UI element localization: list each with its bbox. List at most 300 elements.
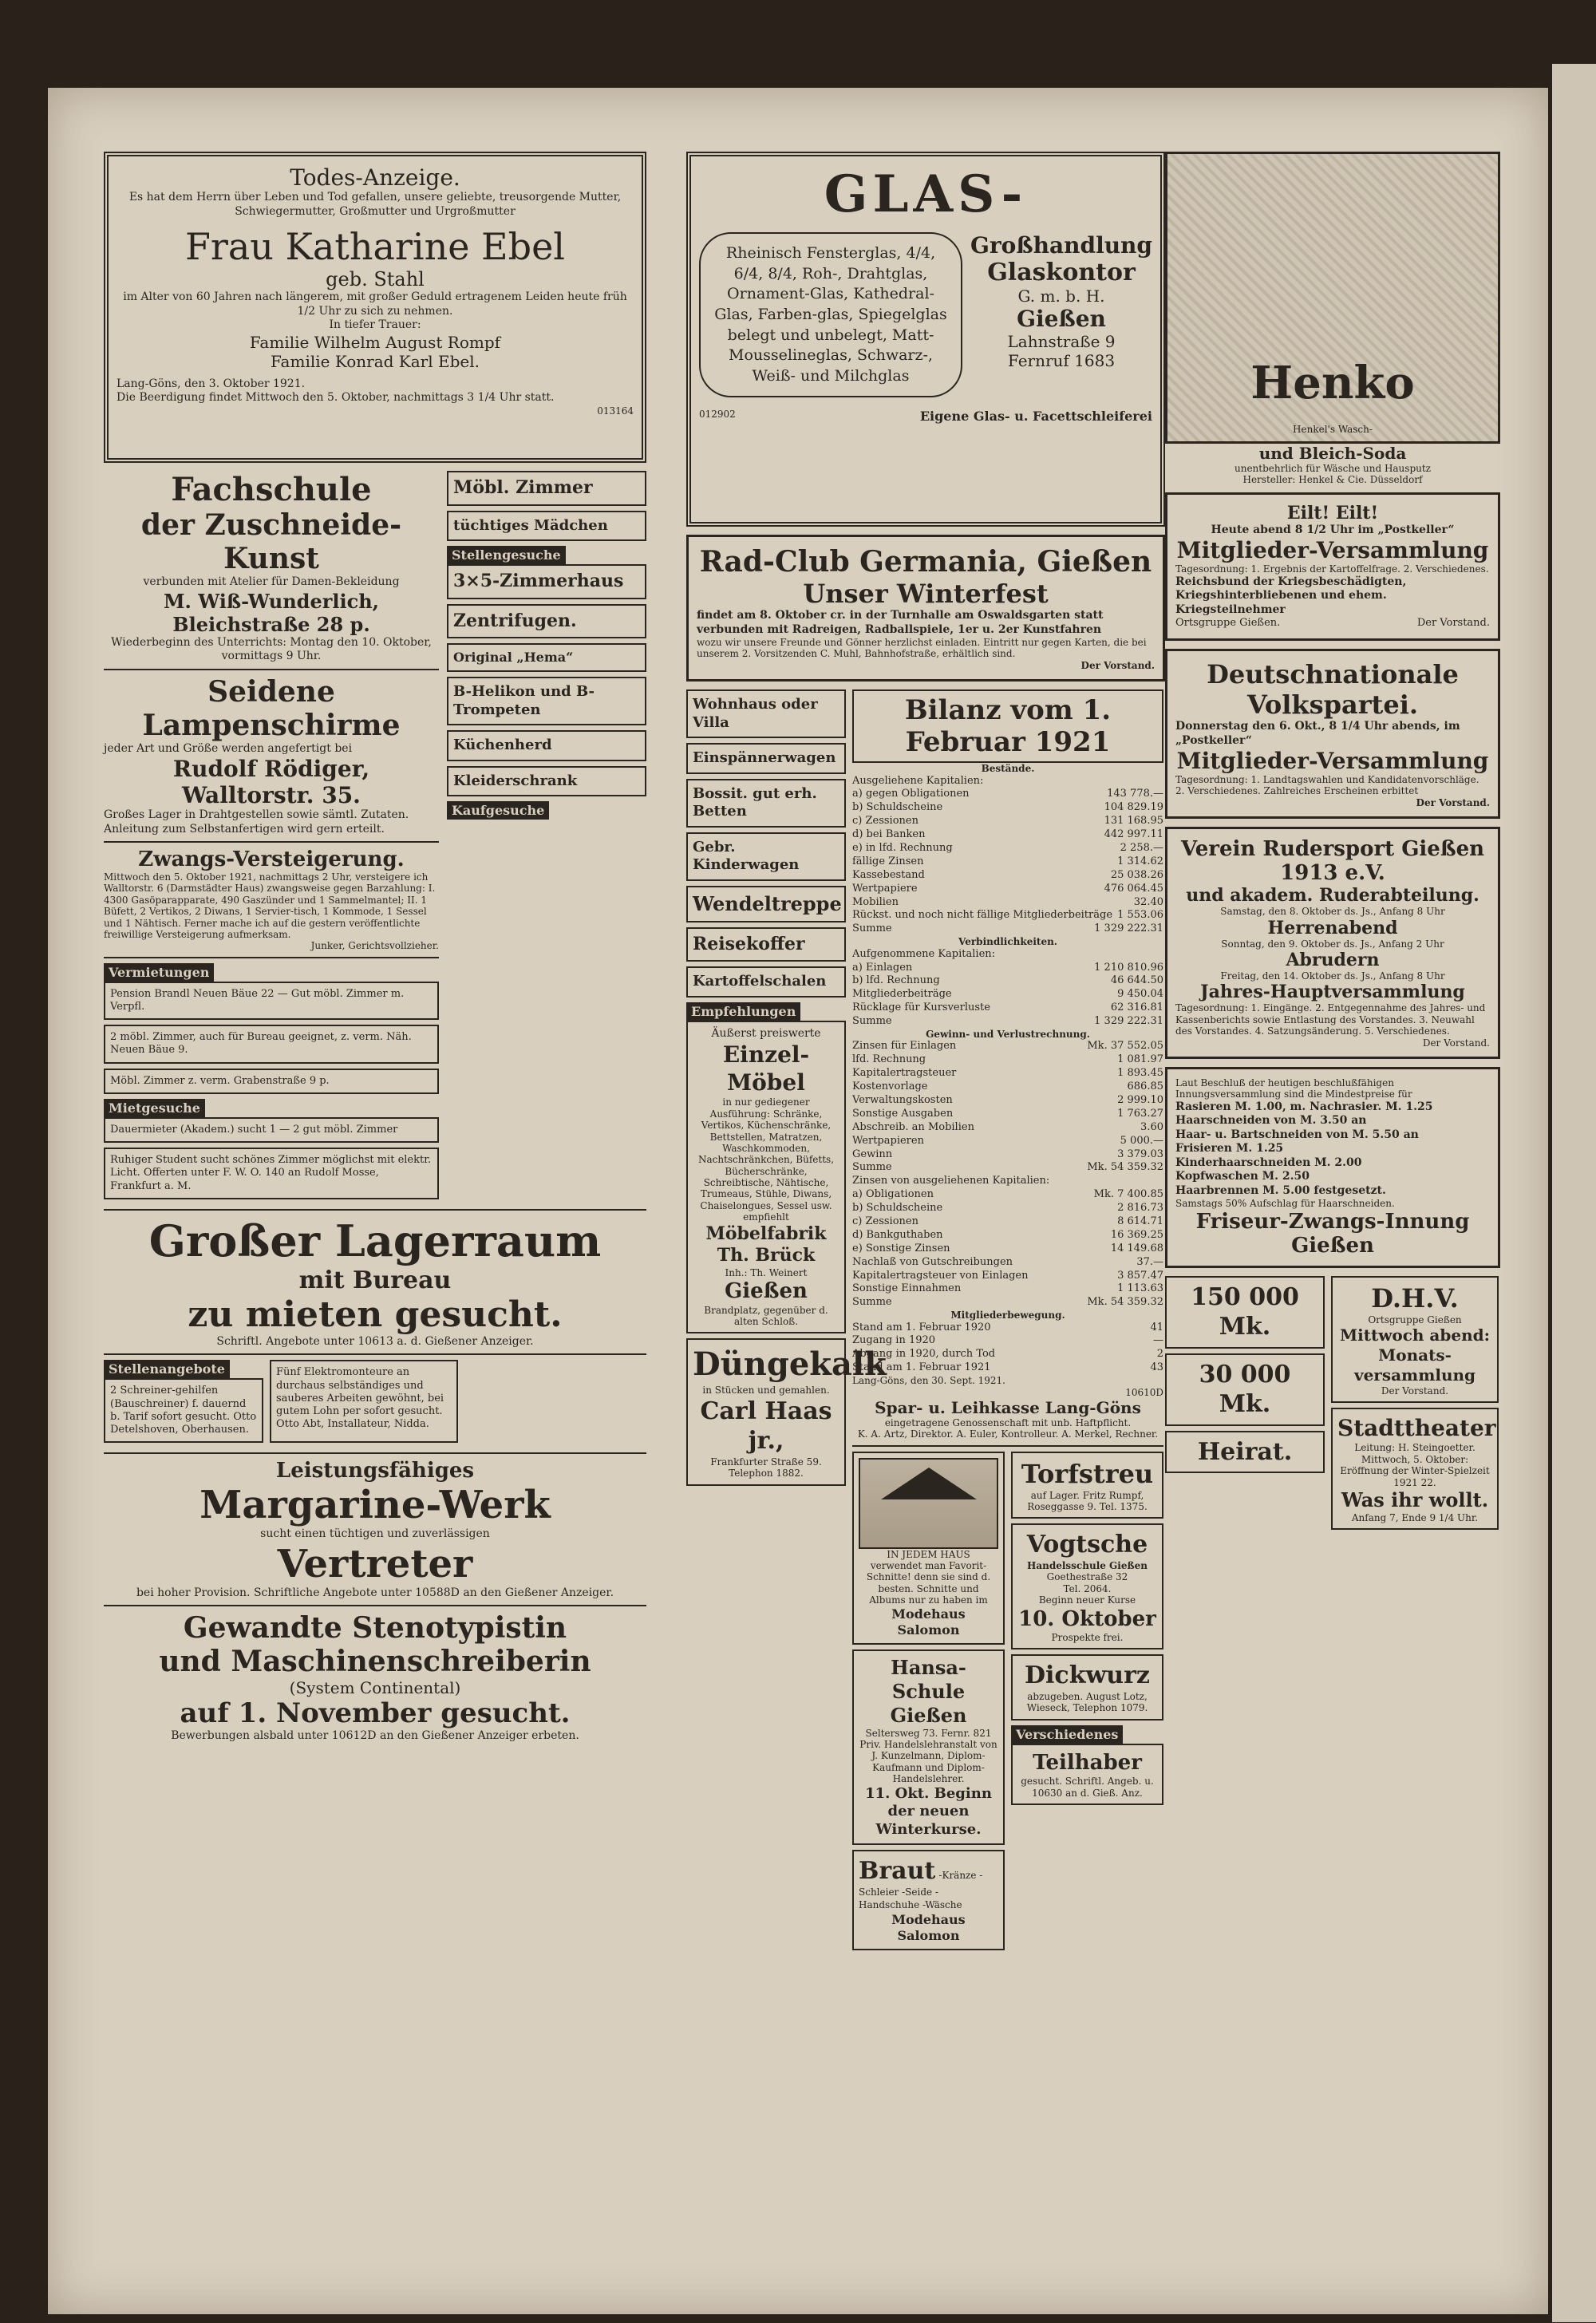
bilanz-row-label: Wertpapieren bbox=[852, 1134, 924, 1147]
bilanz-row bbox=[852, 1175, 1163, 1188]
bilanz-row bbox=[852, 842, 1163, 855]
friseur-title: Friseur-Zwangs-Innung Gießen bbox=[1195, 1209, 1470, 1258]
steno-title-1: Gewandte Stenotypistin bbox=[183, 1611, 567, 1645]
bilanz-row bbox=[852, 909, 1163, 922]
bilanz-row bbox=[852, 1081, 1163, 1094]
bilanz-row-value: 3.60 bbox=[1140, 1120, 1163, 1133]
duengekalk-text: in Stücken und gemahlen. bbox=[702, 1385, 830, 1397]
glas-right-6: Fernruf 1683 bbox=[1007, 351, 1116, 370]
steno-text: Bewerbungen alsbald unter 10612D an den Gießener Anzeiger erbeten. bbox=[171, 1729, 579, 1743]
bilanz-row-label: Kostenvorlage bbox=[852, 1081, 928, 1093]
ad-grabenstrasse: Möbl. Zimmer z. verm. Grabenstraße 9 p. bbox=[104, 1069, 439, 1094]
bilanz-row-label: Zugang in 1920 bbox=[852, 1334, 936, 1347]
margarine-title-1: Leistungsfähiges bbox=[275, 1459, 475, 1483]
lagerraum-title: Großer Lagerraum bbox=[148, 1215, 602, 1266]
section-mietgesuche: Mietgesuche bbox=[104, 1099, 205, 1117]
lagerraum-sub: mit Bureau bbox=[298, 1266, 452, 1294]
favorit-ad bbox=[852, 1452, 1005, 1645]
theater-play: Was ihr wollt. bbox=[1341, 1487, 1489, 1511]
favorit-store: Modehaus Salomon bbox=[891, 1606, 966, 1638]
section-vermietungen: Vermietungen bbox=[104, 963, 214, 982]
bilanz-row bbox=[852, 988, 1163, 1001]
margarine-vertreter: Vertreter bbox=[277, 1541, 473, 1586]
vogt-title: Vogtsche bbox=[1026, 1531, 1148, 1559]
moebel-intro: Äußerst preiswerte bbox=[711, 1026, 821, 1040]
ad-dauermieter: Dauermieter (Akadem.) sucht 1 — 2 gut möbl. Zimmer bbox=[104, 1117, 439, 1143]
bilanz-row-label: a) Einlagen bbox=[852, 961, 913, 974]
bilanz-row bbox=[852, 1148, 1163, 1162]
bilanz-row bbox=[852, 828, 1163, 842]
bilanz-row-value: Mk. 7 400.85 bbox=[1093, 1188, 1163, 1201]
bilanz-bestaende: Bestände. bbox=[981, 763, 1035, 775]
vogt-text: Beginn neuer Kurse bbox=[1038, 1594, 1136, 1606]
fachschule-title-2: der Zuschneide-Kunst bbox=[140, 508, 402, 575]
moebel-owner: Inh.: Th. Weinert bbox=[725, 1266, 808, 1278]
moebel-title: Einzel-Möbel bbox=[722, 1041, 810, 1096]
bilanz-row-value: 62 316.81 bbox=[1110, 1001, 1163, 1014]
eilt-ad bbox=[1165, 492, 1500, 641]
bilanz-row-label: c) Zessionen bbox=[852, 1215, 918, 1227]
glas-right-5: Lahnstraße 9 bbox=[1007, 332, 1116, 351]
bilanz-table-expenses bbox=[852, 1040, 1163, 1175]
bilanz-row bbox=[852, 1322, 1163, 1335]
dnvp-title-2: Mitglieder-Versammlung bbox=[1176, 748, 1489, 775]
ruder-line-1: Samstag, den 8. Oktober ds. Js., Anfang 8 Uhr bbox=[1220, 906, 1445, 918]
bilanz-row-label: b) Schuldscheine bbox=[852, 801, 943, 814]
lampenschirme-extra: Großes Lager in Drahtgestellen sowie sämtl. Zutaten. Anleitung zum Selbstanfertigen wird gern erteilt. bbox=[104, 808, 409, 836]
radclub-sign: Der Vorstand. bbox=[1080, 659, 1155, 671]
margarine-text-2: bei hoher Provision. Schriftliche Angebote unter 10588D an den Gießener Anzeiger. bbox=[136, 1586, 614, 1599]
radclub-title: Rad-Club Germania, Gießen bbox=[699, 545, 1152, 579]
favorit-text: verwendet man Favorit-Schnitte! denn sie sind d. besten. Schnitte und Albums nur zu haben im bbox=[866, 1560, 991, 1606]
ad-150000: 150 000 Mk. bbox=[1165, 1276, 1325, 1349]
bilanz-row-label: e) Sonstige Zinsen bbox=[852, 1242, 950, 1254]
hansa-address: Seltersweg 73. Fernr. 821 bbox=[865, 1727, 992, 1739]
death-notice-mourn-label: In tiefer Trauer: bbox=[329, 318, 421, 331]
lampenschirme-name: Rudolf Rödiger, Walltorstr. 35. bbox=[172, 756, 370, 808]
section-verschiedenes: Verschiedenes bbox=[1011, 1725, 1123, 1744]
duengekalk-title: Düngekalk bbox=[693, 1345, 887, 1384]
bilanz-row-value: 1 893.45 bbox=[1117, 1067, 1163, 1080]
section-empfehlungen: Empfehlungen bbox=[686, 1002, 800, 1021]
bilanz-row bbox=[852, 948, 1163, 962]
steno-title-2: und Maschinenschreiberin bbox=[159, 1645, 591, 1679]
moebel-address: Brandplatz, gegenüber d. alten Schloß. bbox=[704, 1304, 828, 1327]
teilhaber-title: Teilhaber bbox=[1033, 1750, 1142, 1775]
ad-kartoffelschalen: Kartoffelschalen bbox=[686, 966, 846, 998]
vogt-tel: Tel. 2064. bbox=[1063, 1582, 1112, 1594]
bilanz-row-value: 2 bbox=[1156, 1348, 1163, 1361]
ruder-line-5: Freitag, den 14. Oktober ds. Js., Anfang 8 Uhr bbox=[1220, 970, 1445, 982]
bilanz-row-value: 143 778.— bbox=[1107, 788, 1163, 800]
ad-wohnhaus: Wohnhaus oder Villa bbox=[686, 689, 846, 738]
bilanz-row bbox=[852, 1015, 1163, 1029]
dhv-sign: Der Vorstand. bbox=[1381, 1385, 1449, 1397]
glas-right-4: Gießen bbox=[1017, 306, 1106, 332]
bilanz-row-value: 476 064.45 bbox=[1104, 882, 1163, 895]
glas-products: Rheinisch Fensterglas, 4/4, 6/4, 8/4, Roh-, Drahtglas, Ornament-Glas, Kathedral-Glas, Farben-glas, Spiegelglas belegt und unbelegt, Matt-Mousselineglas, Schwarz-, Weiß- und Milchglas bbox=[699, 232, 962, 397]
bilanz-row-label: Summe bbox=[852, 1161, 892, 1174]
ruder-line-2: Herrenabend bbox=[1267, 917, 1398, 938]
bilanz-row bbox=[852, 1229, 1163, 1242]
death-notice-place: Lang-Göns, den 3. Oktober 1921. bbox=[117, 377, 306, 390]
moebel-firm: Möbelfabrik Th. Brück bbox=[705, 1223, 827, 1266]
glas-code: 012902 bbox=[699, 409, 736, 421]
ad-hema: Original „Hema“ bbox=[447, 643, 646, 672]
glas-ad bbox=[686, 152, 1165, 527]
henko-ad bbox=[1165, 152, 1500, 444]
bilanz-row-label: Kapitalertragsteuer von Einlagen bbox=[852, 1269, 1029, 1282]
vogt-ad bbox=[1011, 1523, 1163, 1649]
ad-student: Ruhiger Student sucht schönes Zimmer möglichst mit elektr. Licht. Offerten unter F. W. O. 140 an Rudolf Mosse, Frankfurt a. M. bbox=[104, 1148, 439, 1199]
bilanz-row bbox=[852, 1361, 1163, 1375]
death-notice-text: im Alter von 60 Jahren nach längerem, mit großer Geduld ertragenem Leiden heute früh 1/2 Uhr zu sich zu nehmen. bbox=[123, 290, 627, 318]
ad-kuechenherd: Küchenherd bbox=[447, 730, 646, 761]
bilanz-row bbox=[852, 801, 1163, 815]
friseur-price-3: Haar- u. Bartschneiden von M. 5.50 an bbox=[1175, 1128, 1419, 1141]
ad-elektromonteure: Fünf Elektromonteure an durchaus selbständiges und sauberes Arbeiten gewöhnt, bei gutem Lohn per sofort gesucht. Otto Abt, Installateur, Nidda. bbox=[270, 1360, 458, 1443]
bilanz-row-value: 14 149.68 bbox=[1110, 1242, 1163, 1254]
section-stellenangebote: Stellenangebote bbox=[104, 1360, 230, 1378]
bilanz-mitglieder: Mitgliederbewegung. bbox=[950, 1310, 1065, 1322]
hansa-date: 11. Okt. Beginn der neuen Winterkurse. bbox=[865, 1784, 992, 1838]
section-kaufgesuche: Kaufgesuche bbox=[447, 801, 549, 820]
bilanz-row-label: Rücklage für Kursverluste bbox=[852, 1001, 990, 1014]
bilanz-row-value: 2 999.10 bbox=[1117, 1093, 1163, 1106]
bilanz-row-label: Wertpapiere bbox=[852, 882, 918, 895]
house-illustration bbox=[859, 1458, 998, 1549]
bilanz-row-label: lfd. Rechnung bbox=[852, 1053, 926, 1066]
ad-reisekoffer: Reisekoffer bbox=[686, 927, 846, 962]
ad-schreiner: 2 Schreiner-gehilfen (Bauschreiner) f. dauernd b. Tarif sofort gesucht. Otto Detelshoven, Oberhausen. bbox=[104, 1378, 263, 1443]
bilanz-row-label: a) Obligationen bbox=[852, 1188, 934, 1201]
ad-einspaenner: Einspännerwagen bbox=[686, 743, 846, 774]
ad-kinderwagen: Gebr. Kinderwagen bbox=[686, 832, 846, 881]
ruder-sign: Der Vorstand. bbox=[1422, 1037, 1490, 1049]
lagerraum-line: zu mieten gesucht. bbox=[188, 1294, 563, 1335]
bilanz-row bbox=[852, 974, 1163, 988]
braut-title: Braut bbox=[859, 1857, 936, 1886]
bilanz-row-value: Mk. 37 552.05 bbox=[1087, 1040, 1163, 1053]
bilanz-row-label: Rückst. und noch nicht fällige Mitgliederbeiträge bbox=[852, 909, 1113, 922]
ad-maedchen: tüchtiges Mädchen bbox=[447, 511, 646, 542]
braut-items: -Kränze -Schleier -Seide -Handschuhe -Wäsche bbox=[859, 1870, 983, 1910]
eilt-text: Heute abend 8 1/2 Uhr im „Postkeller“ bbox=[1211, 523, 1455, 536]
bilanz-row-value: Mk. 54 359.32 bbox=[1087, 1296, 1163, 1309]
bilanz-row-label: Sonstige Einnahmen bbox=[852, 1282, 962, 1295]
torfstreu-title: Torfstreu bbox=[1021, 1458, 1154, 1489]
steno-sub: (System Continental) bbox=[289, 1678, 461, 1698]
ruder-line-3: Sonntag, den 9. Oktober ds. Js., Anfang 2 Uhr bbox=[1221, 938, 1444, 950]
bilanz-row-label: d) bei Banken bbox=[852, 828, 926, 841]
bilanz-row-value: 104 829.19 bbox=[1104, 801, 1163, 814]
friseur-price-5: Kinderhaarschneiden M. 2.00 bbox=[1175, 1156, 1362, 1169]
death-notice-code: 013164 bbox=[597, 405, 634, 417]
bilanz-table-income bbox=[852, 1175, 1163, 1310]
bilanz-row-value: 25 038.26 bbox=[1110, 868, 1163, 881]
friseur-price-2: Haarschneiden von M. 3.50 an bbox=[1175, 1114, 1367, 1128]
ruder-line-6: Jahres-Hauptversammlung bbox=[1200, 982, 1465, 1003]
duengekalk-ad bbox=[686, 1338, 887, 1485]
death-notice-name: Frau Katharine Ebel bbox=[184, 225, 566, 268]
teilhaber-text: gesucht. Schriftl. Angeb. u. 10630 an d. Gieß. Anz. bbox=[1021, 1776, 1154, 1799]
bilanz-row bbox=[852, 883, 1163, 896]
dnvp-sign: Der Vorstand. bbox=[1416, 796, 1490, 808]
friseur-note: Samstags 50% Aufschlag für Haarschneiden. bbox=[1175, 1198, 1395, 1210]
bilanz-row-label: Mobilien bbox=[852, 895, 899, 908]
ad-kleiderschrank: Kleiderschrank bbox=[447, 766, 646, 797]
dickwurz-title: Dickwurz bbox=[1025, 1661, 1150, 1690]
torfstreu-text: auf Lager. Fritz Rumpf, Roseggasse 9. Tel. 1375. bbox=[1027, 1489, 1148, 1513]
bilanz-row bbox=[852, 1242, 1163, 1256]
bilanz-row-label: e) in lfd. Rechnung bbox=[852, 842, 953, 855]
ad-bossit: Bossit. gut erh. Betten bbox=[686, 779, 846, 828]
radclub-sub: Unser Winterfest bbox=[803, 579, 1049, 609]
teilhaber-ad bbox=[1011, 1744, 1163, 1805]
bilanz-row-label: a) gegen Obligationen bbox=[852, 788, 970, 800]
death-notice-title: Todes-Anzeige. bbox=[290, 164, 460, 191]
bilanz-row bbox=[852, 1256, 1163, 1270]
bilanz-row-label: Summe bbox=[852, 1015, 892, 1028]
bilanz-row-value: Mk. 54 359.32 bbox=[1087, 1161, 1163, 1174]
bilanz-row-value: 442 997.11 bbox=[1104, 828, 1163, 841]
bilanz-row bbox=[852, 1108, 1163, 1121]
ad-zimmerhaus: 3×5-Zimmerhaus bbox=[447, 564, 646, 599]
bilanz-row-label: c) Zessionen bbox=[852, 815, 918, 828]
lampenschirme-text: jeder Art und Größe werden angefertigt bei bbox=[104, 741, 353, 755]
henko-sub-2: und Bleich-Soda bbox=[1258, 444, 1407, 463]
dnvp-date: Donnerstag den 6. Okt., 8 1/4 Uhr abends, im „Postkeller“ bbox=[1175, 720, 1460, 747]
fachschule-title: Fachschule bbox=[171, 471, 372, 508]
bilanz-code: 10610D bbox=[1125, 1386, 1163, 1398]
bilanz-row bbox=[852, 1053, 1163, 1067]
bilanz-row-value: 1 553.06 bbox=[1117, 909, 1163, 922]
bilanz-row-label: Stand am 1. Februar 1920 bbox=[852, 1321, 991, 1333]
fachschule-sub: verbunden mit Atelier für Damen-Bekleidung bbox=[143, 575, 400, 588]
bilanz-row bbox=[852, 1161, 1163, 1175]
eilt-tages: Tagesordnung: 1. Ergebnis der Kartoffelfrage. 2. Verschiedenes. bbox=[1175, 563, 1489, 575]
dhv-text: Mittwoch abend: Monats-versammlung bbox=[1339, 1325, 1491, 1385]
ad-wendeltreppe: Wendeltreppe bbox=[686, 886, 846, 922]
bilanz-row-value: 43 bbox=[1150, 1361, 1163, 1374]
bilanz-row-value: 16 369.25 bbox=[1110, 1228, 1163, 1241]
bilanz-row-value: 686.85 bbox=[1127, 1081, 1163, 1093]
bilanz-row bbox=[852, 1296, 1163, 1310]
bilanz-table-assets bbox=[852, 775, 1163, 937]
adjacent-page-edge bbox=[1552, 64, 1596, 2322]
dnvp-tages: Tagesordnung: 1. Landtagswahlen und Kandidatenvorschläge. 2. Verschiedenes. Zahlreiches Erscheinen erbittet bbox=[1175, 774, 1479, 797]
bilanz-row-value: 5 000.— bbox=[1120, 1134, 1163, 1147]
dickwurz-text: abzugeben. August Lotz, Wieseck, Telephon 1079. bbox=[1026, 1690, 1148, 1714]
bilanz-names: K. A. Artz, Direktor. A. Euler, Kontrolleur. A. Merkel, Rechner. bbox=[857, 1428, 1159, 1440]
theater-ad bbox=[1331, 1408, 1499, 1530]
glas-title: GLAS- bbox=[824, 164, 1028, 224]
ruder-sub: und akadem. Ruderabteilung. bbox=[1186, 885, 1479, 907]
friseur-price-7: Haarbrennen M. 5.00 festgesetzt. bbox=[1175, 1183, 1386, 1197]
bilanz-row-value: 3 857.47 bbox=[1117, 1269, 1163, 1282]
bilanz-row bbox=[852, 1067, 1163, 1081]
eilt-head: Eilt! Eilt! bbox=[1286, 502, 1379, 523]
bilanz-row bbox=[852, 855, 1163, 869]
radclub-text: findet am 8. Oktober cr. in der Turnhalle am Oswaldsgarten statt verbunden mit Radreigen, Radballspiele, 1er u. 2er Kunstfahren bbox=[697, 609, 1104, 636]
bilanz-row-label: Zinsen für Einlagen bbox=[852, 1040, 957, 1053]
eilt-title: Mitglieder-Versammlung bbox=[1176, 537, 1489, 564]
favorit-banner: IN JEDEM HAUS bbox=[887, 1548, 970, 1560]
dnvp-ad bbox=[1165, 649, 1500, 819]
bilanz-title: Bilanz vom 1. Februar 1921 bbox=[852, 689, 1163, 763]
zwangsversteigerung-title: Zwangs-Versteigerung. bbox=[138, 847, 405, 871]
vogt-prospekte: Prospekte frei. bbox=[1051, 1632, 1124, 1644]
bilanz-row-label: Zinsen von ausgeliehenen Kapitalien: bbox=[852, 1175, 1050, 1187]
dhv-sub: Ortsgruppe Gießen bbox=[1368, 1314, 1462, 1325]
bilanz-kasse-sub: eingetragene Genossenschaft mit unb. Haftpflicht. bbox=[884, 1416, 1132, 1428]
fachschule-address: M. Wiß-Wunderlich, Bleichstraße 28 p. bbox=[163, 589, 380, 636]
bilanz-row-label: Kassebestand bbox=[852, 868, 925, 881]
duengekalk-firm: Carl Haas jr., bbox=[700, 1397, 832, 1456]
bilanz-date: Lang-Göns, den 30. Sept. 1921. bbox=[852, 1375, 1005, 1387]
glas-right-1: Großhandlung bbox=[970, 232, 1152, 259]
ruder-line-4: Abrudern bbox=[1286, 950, 1380, 971]
bilanz-row-value: 2 816.73 bbox=[1117, 1202, 1163, 1215]
duengekalk-address: Frankfurter Straße 59. Telephon 1882. bbox=[710, 1456, 822, 1480]
friseur-price-6: Kopfwaschen M. 2.50 bbox=[1175, 1170, 1310, 1183]
dickwurz-ad bbox=[1011, 1654, 1163, 1720]
column-left bbox=[104, 152, 646, 1744]
bilanz-row bbox=[852, 1348, 1163, 1361]
bilanz-row-value: 9 450.04 bbox=[1117, 988, 1163, 1001]
bilanz-row bbox=[852, 775, 1163, 788]
glas-right-2: Glaskontor bbox=[987, 259, 1136, 286]
bilanz-row bbox=[852, 1135, 1163, 1148]
bilanz-row bbox=[852, 1215, 1163, 1229]
death-notice-born: geb. Stahl bbox=[326, 268, 425, 290]
bilanz-row bbox=[852, 1270, 1163, 1283]
bilanz-row bbox=[852, 815, 1163, 828]
bilanz-row-value: 1 081.97 bbox=[1117, 1053, 1163, 1066]
bilanz-row-value: 1 329 222.31 bbox=[1094, 922, 1163, 935]
column-middle bbox=[686, 152, 1165, 1955]
bilanz-verbindlichkeiten: Verbindlichkeiten. bbox=[958, 936, 1057, 948]
bilanz-row-label: b) lfd. Rechnung bbox=[852, 974, 940, 987]
radclub-ad bbox=[686, 535, 1165, 681]
margarine-text: sucht einen tüchtigen und zuverlässigen bbox=[260, 1527, 490, 1541]
hansa-ad bbox=[852, 1649, 1005, 1845]
bilanz-row-value: 32.40 bbox=[1133, 895, 1163, 908]
bilanz-kasse: Spar- u. Leihkasse Lang-Göns bbox=[875, 1397, 1141, 1417]
bilanz-table-liabilities bbox=[852, 948, 1163, 1029]
moebel-text: in nur gediegener Ausführung: Schränke, Vertikos, Küchenschränke, Bettstellen, Matratzen, Waschkommoden, Nachtschränkchen, Büfetts, Bücherschränke, Schreibtische, Nähtische, Trumeaus, Stühle, Diwans, Chaiselongues, Sessel usw. empfiehlt bbox=[697, 1096, 835, 1223]
ad-moebl-zimmer-2: Möbl. Zimmer bbox=[447, 471, 646, 506]
death-notice-burial: Die Beerdigung findet Mittwoch den 5. Oktober, nachmittags 3 1/4 Uhr statt. bbox=[117, 391, 555, 404]
bilanz-row-value: 1 210 810.96 bbox=[1094, 961, 1163, 974]
ad-helikon: B-Helikon und B-Trompeten bbox=[447, 677, 646, 725]
braut-store: Modehaus Salomon bbox=[891, 1912, 966, 1944]
steno-date: auf 1. November gesucht. bbox=[180, 1697, 571, 1730]
bilanz-row bbox=[852, 1188, 1163, 1202]
column-right bbox=[1165, 152, 1500, 1535]
bilanz-row-value: 1 763.27 bbox=[1117, 1107, 1163, 1120]
bilanz-row bbox=[852, 1094, 1163, 1108]
bilanz-row-label: Stand am 1. Februar 1921 bbox=[852, 1361, 991, 1374]
henko-sub-1: Henkel's Wasch- bbox=[1293, 423, 1373, 435]
dhv-title: D.H.V. bbox=[1371, 1282, 1459, 1314]
dhv-ad bbox=[1331, 1276, 1499, 1404]
eilt-og: Ortsgruppe Gießen. bbox=[1175, 617, 1281, 630]
lampenschirme-title: Seidene Lampenschirme bbox=[142, 674, 401, 742]
bilanz-row-value: 3 379.03 bbox=[1117, 1148, 1163, 1160]
bilanz-row bbox=[852, 922, 1163, 936]
bilanz-row-label: Kapitalertragsteuer bbox=[852, 1067, 957, 1080]
radclub-text-2: wozu wir unsere Freunde und Gönner herzlichst einladen. Eintritt nur gegen Karten, die bei unserem 2. Vorsitzenden C. Muhl, Bahnhofstraße, erhältlich sind. bbox=[697, 637, 1147, 660]
bilanz-row bbox=[852, 869, 1163, 883]
eilt-sign: Der Vorstand. bbox=[1416, 617, 1490, 630]
braut-ad bbox=[852, 1850, 1005, 1950]
henko-sub-3: unentbehrlich für Wäsche und Hausputz bbox=[1235, 463, 1431, 474]
ruder-tages: Tagesordnung: 1. Eingänge. 2. Entgegennahme des Jahres- und Kassenberichts sowie Entlastung des Vorstandes. 3. Neuwahl des Vorstandes. 4. Satzungsänderung. 5. Verschiedenes. bbox=[1175, 1002, 1486, 1037]
death-notice-mourn-1: Familie Wilhelm August Rompf bbox=[249, 332, 501, 352]
theater-time: Anfang 7, Ende 9 1/4 Uhr. bbox=[1351, 1511, 1479, 1523]
death-notice-intro: Es hat dem Herrn über Leben und Tod gefallen, unsere geliebte, treusorgende Mutter, Schwiegermutter, Großmutter und Urgroßmutter bbox=[128, 191, 622, 218]
friseur-price-4: Frisieren M. 1.25 bbox=[1175, 1142, 1284, 1156]
bilanz-row-label: Ausgeliehene Kapitalien: bbox=[852, 774, 984, 787]
bilanz-row-value: — bbox=[1153, 1334, 1163, 1347]
bilanz-guv: Gewinn- und Verlustrechnung. bbox=[926, 1028, 1090, 1040]
bilanz-row-label: Summe bbox=[852, 922, 892, 935]
fachschule-begin: Wiederbeginn des Unterrichts: Montag den 10. Oktober, vormittags 9 Uhr. bbox=[111, 635, 432, 662]
zwangsversteigerung-text: Mittwoch den 5. Oktober 1921, nachmittags 2 Uhr, versteigere ich Walltorstr. 6 (Darmstädter Haus) zwangsweise gegen Barzahlung: I. 4300 Gasöparapparate, 490 Gaszünder und 1 Sammelmantel; II. 1 Büfett, 2 Vertikos, 2 Diwans, 1 Servier-tisch, 1 Kommode, 1 Sessel und 1 Nähtisch. Ferner mache ich auf die gestern veröffentlichte freiwillige Versteigerung aufmerksam. bbox=[104, 871, 436, 940]
bilanz-row-label: Verwaltungskosten bbox=[852, 1093, 953, 1106]
vogt-date: 10. Oktober bbox=[1018, 1606, 1156, 1631]
bilanz-row-value: 41 bbox=[1150, 1321, 1163, 1333]
bilanz-row-label: Abschreib. an Mobilien bbox=[852, 1120, 974, 1133]
ruder-ad bbox=[1165, 827, 1500, 1059]
bilanz-row-label: Sonstige Ausgaben bbox=[852, 1107, 954, 1120]
torfstreu-ad bbox=[1011, 1452, 1163, 1519]
bilanz-row-value: 2 258.— bbox=[1120, 842, 1163, 855]
vogt-sub: Handelsschule Gießen bbox=[1027, 1559, 1148, 1571]
bilanz-row-label: Abgang in 1920, durch Tod bbox=[852, 1348, 996, 1361]
margarine-title-2: Margarine-Werk bbox=[200, 1483, 551, 1528]
section-stellengesuche: Stellengesuche bbox=[447, 546, 566, 564]
bilanz-row bbox=[852, 1334, 1163, 1348]
bilanz-row-value: 1 113.63 bbox=[1117, 1282, 1163, 1295]
death-notice-mourn-2: Familie Konrad Karl Ebel. bbox=[271, 351, 480, 371]
bilanz-row-value: 1 329 222.31 bbox=[1094, 1015, 1163, 1028]
bilanz-row-label: Mitgliederbeiträge bbox=[852, 988, 952, 1001]
ad-pension: Pension Brandl Neuen Bäue 22 — Gut möbl. Zimmer m. Verpfl. bbox=[104, 982, 439, 1021]
bilanz-row-label: fällige Zinsen bbox=[852, 855, 924, 867]
bilanz-row-label: Nachlaß von Gutschreibungen bbox=[852, 1255, 1013, 1268]
bilanz-row bbox=[852, 1202, 1163, 1215]
theater-title: Stadttheater bbox=[1337, 1415, 1496, 1442]
ad-moebl-zimmer: 2 möbl. Zimmer, auch für Bureau geeignet, z. verm. Näh. Neuen Bäue 9. bbox=[104, 1025, 439, 1064]
zwangsversteigerung-sign: Junker, Gerichtsvollzieher. bbox=[310, 940, 439, 952]
bilanz-row bbox=[852, 1121, 1163, 1135]
hansa-text: Priv. Handelslehranstalt von J. Kunzelmann, Diplom-Kaufmann und Diplom-Handelslehrer. bbox=[859, 1739, 998, 1785]
bilanz-row-value: 8 614.71 bbox=[1117, 1215, 1163, 1227]
glas-footer: Eigene Glas- u. Facettschleiferei bbox=[919, 409, 1152, 425]
bilanz-row-label: b) Schuldscheine bbox=[852, 1202, 943, 1215]
bilanz-row bbox=[852, 1282, 1163, 1296]
ruder-title: Verein Rudersport Gießen 1913 e.V. bbox=[1180, 837, 1485, 886]
bilanz-row-label: d) Bankguthaben bbox=[852, 1228, 943, 1241]
vogt-address: Goethestraße 32 bbox=[1046, 1571, 1128, 1583]
ad-30000: 30 000 Mk. bbox=[1165, 1353, 1325, 1426]
bilanz-row-label: Aufgenommene Kapitalien: bbox=[852, 947, 996, 960]
glas-right-3: G. m. b. H. bbox=[1017, 286, 1105, 306]
bilanz-row-label: Summe bbox=[852, 1296, 892, 1309]
henko-brand: Henko bbox=[1250, 357, 1415, 409]
